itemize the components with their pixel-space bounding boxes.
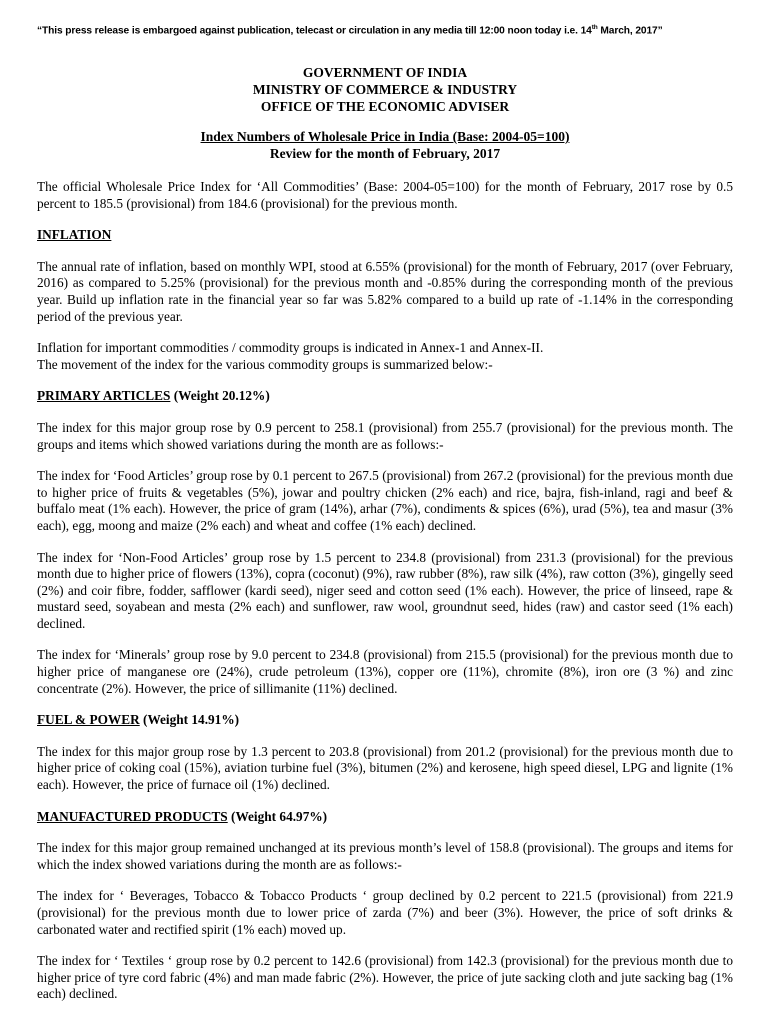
header-ministry: MINISTRY OF COMMERCE & INDUSTRY: [252, 82, 518, 97]
document-title: [37, 128, 733, 162]
title-index-numbers: Index Numbers of Wholesale Price in India (Base: 2004-05=100): [200, 129, 570, 144]
minerals-paragraph: The index for ‘Minerals’ group rose by 9.0 percent to 234.8 (provisional) from 215.5 (provisional) for the previous month due to higher price of manganese ore (24%), crude petroleum (13%), copper ore (11%), chromite (8%), iron ore (3 %) and zinc concentrate (2%). However, the price of sillimanite (11%) declined.: [37, 647, 733, 696]
intro-paragraph: The official Wholesale Price Index for ‘All Commodities’ (Base: 2004-05=100) for the month of February, 2017 rose by 0.5 percent to 185.5 (provisional) from 184.6 (provisional) for the previous month.: [37, 179, 733, 211]
fuel-power-weight: (Weight 14.91%): [139, 712, 240, 728]
document-body: [37, 179, 733, 1003]
beverages-paragraph: The index for ‘ Beverages, Tobacco & Tobacco Products ‘ group declined by 0.2 percent to 221.5 (provisional) from 221.9 (provisional) for the previous month due to lower price of zarda (7%) and beer (3%). However, the price of soft drinks & carbonated water and rectified spirit (1% each) moved up.: [37, 888, 733, 937]
textiles-paragraph: The index for ‘ Textiles ‘ group rose by 0.2 percent to 142.6 (provisional) from 142.3 (provisional) for the previous month due to higher price of tyre cord fabric (4%) and man made fabric (2%). However, the price of jute sacking cloth and jute sacking bag (1% each) declined.: [37, 953, 733, 1002]
inflation-heading-text: INFLATION: [37, 227, 112, 243]
annex-paragraph: [37, 340, 733, 373]
primary-articles-weight: (Weight 20.12%): [170, 388, 270, 404]
primary-articles-paragraph: The index for this major group rose by 0.9 percent to 258.1 (provisional) from 255.7 (provisional) for the previous month. The groups and items which showed variations during the month are as follows:-: [37, 419, 733, 452]
manufactured-products-weight: (Weight 64.97%): [227, 808, 328, 824]
primary-articles-heading-text: PRIMARY ARTICLES: [37, 388, 171, 404]
inflation-paragraph: The annual rate of inflation, based on monthly WPI, stood at 6.55% (provisional) for the month of February, 2017 (over February, 2016) as compared to 5.25% (provisional) for the previous month and -0.85% during the corresponding month of the previous year. Build up inflation rate in the financial year so far was 5.82% compared to a build up rate of -1.14% in the corresponding period of the previous year.: [37, 258, 733, 324]
embargo-text: “This press release is embargoed against publication, telecast or circulation in any media till 12:00 noon today i.e. 14: [37, 25, 592, 37]
embargo-text-end: March, 2017”: [597, 25, 663, 37]
non-food-articles-paragraph: The index for ‘Non-Food Articles’ group rose by 1.5 percent to 234.8 (provisional) from 231.3 (provisional) for the previous month due to higher price of flowers (13%), copra (coconut) (9%), raw rubber (8%), raw silk (4%), raw cotton (3%), gingelly seed (2%) and coir fibre, fodder, safflower (kardi seed), niger seed and cotton seed (1% each). However, the price of linseed, rape & mustard seed, soyabean and mesta (2% each) and sunflower, raw wool, groundnut seed, hides (raw) and castor seed (1% each) declined.: [37, 549, 733, 631]
manufactured-products-heading: [37, 809, 733, 826]
header-government: GOVERNMENT OF INDIA: [302, 65, 468, 80]
manufactured-products-heading-text: MANUFACTURED PRODUCTS: [37, 808, 228, 824]
fuel-power-heading: [37, 712, 733, 729]
fuel-power-heading-text: FUEL & POWER: [37, 712, 140, 728]
food-articles-paragraph: The index for ‘Food Articles’ group rose by 0.1 percent to 267.5 (provisional) from 267.2 (provisional) for the previous month due to higher price of fruits & vegetables (5%), jowar and poultry chicken (2% each) and rice, bajra, fish-inland, ragi and beef & buffalo meat (1% each). However, the price of gram (14%), arhar (7%), condiments & spices (6%), urad (5%), tea and masur (3% each), egg, moong and maize (2% each) and wheat and coffee (1% each) declined.: [37, 468, 733, 533]
annex-line: Inflation for important commodities / commodity groups is indicated in Annex-1 and Annex-II.: [37, 340, 544, 356]
summary-line: The movement of the index for the various commodity groups is summarized below:-: [37, 356, 493, 372]
manufactured-products-paragraph: The index for this major group remained unchanged at its previous month’s level of 158.8 (provisional). The groups and items for which the index showed variations during the month are as follows:-: [37, 840, 733, 872]
inflation-heading: [37, 227, 733, 244]
primary-articles-heading: [37, 388, 733, 405]
embargo-notice: [37, 24, 737, 36]
document-header: [37, 64, 733, 115]
header-office: OFFICE OF THE ECONOMIC ADVISER: [260, 99, 510, 114]
embargo-sup: th: [591, 24, 598, 31]
fuel-power-paragraph: The index for this major group rose by 1.3 percent to 203.8 (provisional) from 201.2 (provisional) for the previous month due to higher price of coking coal (15%), aviation turbine fuel (3%), bitumen (2%) and kerosene, high speed diesel, LPG and lignite (1% each). However, the price of furnace oil (1%) declined.: [37, 743, 733, 793]
title-review-month: Review for the month of February, 2017: [269, 146, 501, 161]
